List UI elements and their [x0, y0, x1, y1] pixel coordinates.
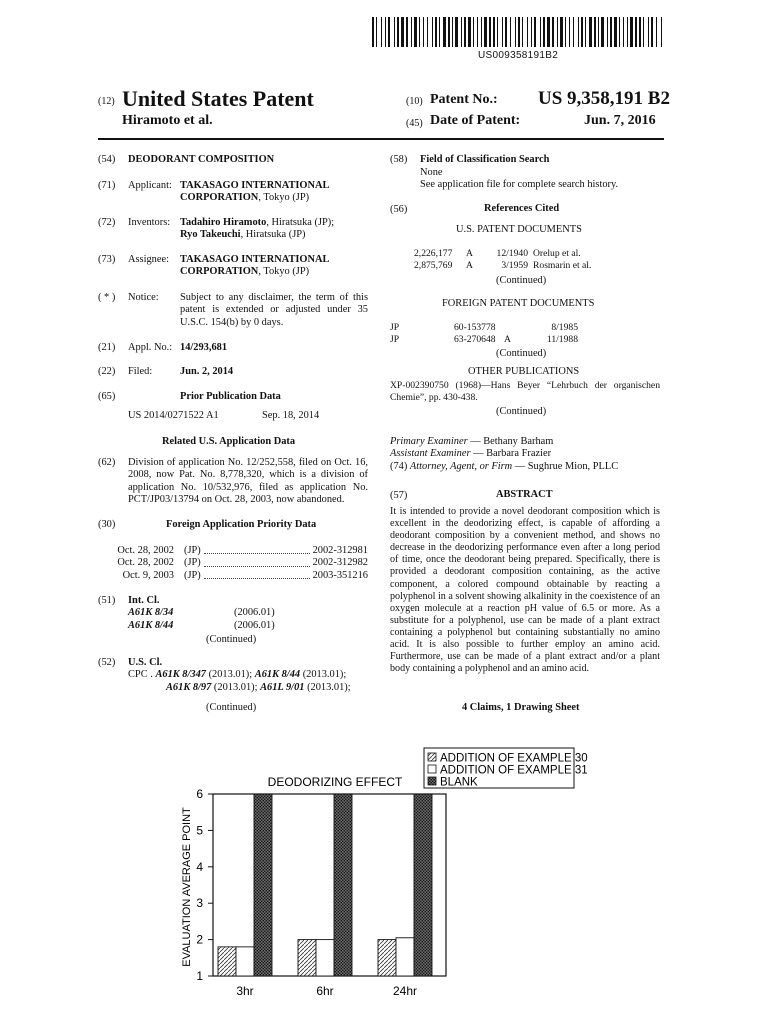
- bar: [236, 947, 254, 976]
- assistant-examiner: Barbara Frazier: [486, 448, 552, 460]
- cpc-label: CPC .: [128, 669, 153, 680]
- doc-kind: A: [504, 333, 511, 345]
- legend-label: ADDITION OF EXAMPLE 31: [440, 764, 588, 777]
- us-doc-row: [414, 260, 591, 272]
- legend-swatch: [428, 777, 436, 785]
- code-73: (73): [98, 254, 116, 265]
- legend-label: BLANK: [440, 776, 478, 789]
- inventors-block: [180, 217, 370, 242]
- foreign-doc-row: [390, 322, 578, 334]
- appl-no: 14/293,681: [180, 342, 228, 353]
- code-57: (57): [390, 490, 408, 501]
- prior-publication-number: US 2014/0271522 A1: [128, 410, 219, 421]
- chart-title: DEODORIZING EFFECT: [267, 775, 403, 789]
- cpc-version: (2013.01);: [205, 669, 255, 680]
- code-65: (65): [98, 391, 116, 402]
- x-tick-label: 6hr: [316, 984, 334, 998]
- division-text: Division of application No. 12/252,558, filed on Oct. 16, 2008, now Pat. No. 8,778,320, which is a division of application No. 10/532,976, filed as application No. PCT/JP03/13794 on Oct. 28, 2003, now abandoned.: [128, 457, 368, 506]
- assignee-block: [180, 254, 366, 279]
- bar: [218, 947, 236, 976]
- us-docs-list: [414, 248, 591, 271]
- priority-number: 2002-312982: [312, 557, 368, 569]
- priority-country: (JP): [184, 569, 201, 581]
- filed-label: Filed:: [128, 366, 153, 377]
- invention-title: DEODORANT COMPOSITION: [128, 154, 275, 165]
- cpc-class: A61K 8/44: [254, 669, 301, 680]
- doc-date: 12/1940: [496, 248, 528, 259]
- barcode-number: US009358191B2: [478, 50, 559, 61]
- priority-date: Oct. 28, 2002: [117, 545, 174, 556]
- code-54: (54): [98, 154, 116, 165]
- deodorizing-effect-chart: [0, 740, 768, 1024]
- x-tick-label: 3hr: [236, 984, 254, 998]
- patent-title: United States Patent: [122, 86, 314, 111]
- code-56: (56): [390, 204, 408, 215]
- classification-search-line-2: See application file for complete search history.: [420, 179, 619, 190]
- doc-country: JP: [390, 322, 400, 333]
- doc-date: 11/1988: [546, 333, 578, 345]
- assignee-place: , Tokyo (JP): [258, 266, 310, 278]
- cpc-version: (2013.01);: [211, 682, 261, 693]
- int-cl-class: A61K 8/34: [128, 607, 174, 618]
- code-12: (12): [98, 96, 115, 107]
- priority-row: [108, 557, 368, 569]
- priority-date: Oct. 28, 2002: [117, 557, 174, 569]
- priority-row: [108, 545, 368, 557]
- other-publications-text: XP-002390750 (1968)—Hans Beyer “Lehrbuch der organischen Chemie”, pp. 430-438.: [390, 380, 660, 403]
- int-cl-class: A61K 8/44: [128, 620, 174, 631]
- assignee-name: TAKASAGO INTERNATIONAL CORPORATION: [180, 254, 329, 278]
- int-cl-version: (2006.01): [234, 607, 275, 618]
- us-cl-continued: (Continued): [206, 702, 257, 713]
- cpc-class: A61K 8/347: [155, 669, 206, 680]
- int-cl-continued: (Continued): [206, 634, 257, 645]
- y-tick-label: 4: [196, 859, 203, 874]
- classification-search-line-1: None: [420, 167, 443, 178]
- doc-name: Orelup et al.: [533, 248, 581, 259]
- primary-examiner-label: Primary Examiner: [390, 436, 468, 447]
- barcode: [372, 17, 664, 47]
- inventor-1-name: Tadahiro Hiramoto: [180, 217, 267, 228]
- y-tick-label: 3: [196, 896, 203, 911]
- assistant-examiner-label: Assistant Examiner: [390, 448, 471, 460]
- cpc-line-1: [128, 669, 346, 681]
- legend-label: ADDITION OF EXAMPLE 30: [440, 752, 588, 765]
- doc-date: 3/1959: [501, 259, 528, 271]
- y-tick-label: 6: [196, 787, 203, 801]
- code-71: (71): [98, 180, 116, 191]
- doc-number: 2,875,769: [414, 259, 453, 271]
- y-tick-label: 2: [196, 932, 203, 947]
- notice-code: ( * ): [98, 292, 116, 303]
- applicant-label: Applicant:: [128, 180, 172, 191]
- priority-number: 2003-351216: [312, 569, 368, 581]
- code-30: (30): [98, 519, 116, 530]
- us-doc-row: [414, 248, 591, 260]
- us-docs-continued: (Continued): [496, 275, 547, 286]
- x-tick-label: 24hr: [392, 984, 418, 998]
- doc-name: Rosmarin et al.: [533, 259, 592, 271]
- inventors-short: Hiramoto et al.: [122, 113, 213, 128]
- code-58: (58): [390, 154, 408, 165]
- code-45: (45): [406, 118, 423, 129]
- notice-text: Subject to any disclaimer, the term of this patent is extended or adjusted under 35 U.S.C. 154(b) by 0 days.: [180, 292, 368, 328]
- code-52: (52): [98, 657, 116, 668]
- doc-country: JP: [390, 333, 400, 345]
- related-data-heading: Related U.S. Application Data: [162, 436, 296, 447]
- notice-label: Notice:: [128, 292, 159, 303]
- bar: [334, 794, 352, 976]
- header-rule: [98, 138, 664, 140]
- code-51: (51): [98, 595, 116, 606]
- applicant-place: , Tokyo (JP): [258, 192, 310, 204]
- doc-kind: A: [466, 259, 473, 271]
- doc-kind: [504, 322, 526, 334]
- other-publications-continued: (Continued): [496, 406, 547, 417]
- inventor-2-place: , Hiratsuka (JP): [240, 229, 306, 241]
- filed-date: Jun. 2, 2014: [180, 366, 234, 377]
- examiner-block: Primary Examiner — Bethany Barham Assistant Examiner — Barbara Frazier (74) Attorney, Agent, or Firm — Sughrue Mion, PLLC: [390, 436, 619, 472]
- patent-number: US 9,358,191 B2: [538, 88, 670, 109]
- bar: [414, 794, 432, 976]
- applicant-block: [180, 180, 366, 205]
- bar: [396, 938, 414, 976]
- inventor-1-place: , Hiratsuka (JP);: [266, 217, 335, 228]
- cpc-version: (2013.01);: [304, 682, 351, 693]
- bar: [316, 940, 334, 976]
- attorney-label: Attorney, Agent, or Firm: [409, 460, 513, 472]
- int-cl-label: Int. Cl.: [128, 595, 160, 606]
- abstract-heading: ABSTRACT: [496, 489, 553, 500]
- code-21: (21): [98, 342, 116, 353]
- foreign-doc-row: [390, 334, 578, 346]
- priority-date: Oct. 9, 2003: [122, 569, 174, 581]
- doc-number: 60-153778: [454, 322, 496, 333]
- doc-number: 63-270648: [454, 333, 496, 345]
- foreign-priority-heading: Foreign Application Priority Data: [166, 519, 317, 530]
- code-10: (10): [406, 96, 423, 107]
- prior-publication-date: Sep. 18, 2014: [262, 410, 320, 421]
- inventors-label: Inventors:: [128, 217, 171, 228]
- legend-swatch: [428, 753, 436, 761]
- priority-table: [108, 545, 368, 582]
- inventor-2-name: Ryo Takeuchi: [180, 229, 241, 241]
- legend-swatch: [428, 765, 436, 773]
- code-62: (62): [98, 457, 116, 468]
- priority-number: 2002-312981: [312, 545, 368, 556]
- bar: [378, 940, 396, 976]
- priority-country: (JP): [184, 545, 201, 556]
- y-tick-label: 1: [196, 969, 203, 983]
- cpc-class: A61K 8/97: [166, 682, 212, 693]
- applicant-name: TAKASAGO INTERNATIONAL CORPORATION: [180, 180, 329, 204]
- int-cl-version: (2006.01): [234, 620, 275, 631]
- doc-date: 8/1985: [551, 322, 578, 333]
- patent-date: Jun. 7, 2016: [584, 113, 656, 128]
- cpc-line-2: [166, 682, 351, 694]
- y-axis-label: EVALUATION AVERAGE POINT: [181, 807, 193, 967]
- us-docs-heading: U.S. PATENT DOCUMENTS: [456, 224, 582, 235]
- date-label: Date of Patent:: [430, 113, 521, 128]
- y-tick-label: 5: [196, 823, 203, 838]
- references-heading: References Cited: [484, 203, 560, 214]
- code-22: (22): [98, 366, 116, 377]
- us-cl-label: U.S. Cl.: [128, 657, 163, 668]
- doc-number: 2,226,177: [414, 248, 453, 259]
- code-74: (74): [390, 460, 408, 472]
- foreign-docs-continued: (Continued): [496, 348, 547, 359]
- classification-search-heading: Field of Classification Search: [420, 154, 550, 165]
- attorney: Sughrue Mion, PLLC: [527, 460, 619, 472]
- assignee-label: Assignee:: [128, 254, 169, 265]
- priority-country: (JP): [184, 557, 201, 569]
- code-72: (72): [98, 217, 116, 228]
- foreign-docs-list: [390, 322, 578, 345]
- appl-no-label: Appl. No.:: [128, 342, 173, 353]
- doc-kind: A: [466, 248, 473, 259]
- abstract-text: It is intended to provide a novel deodorant composition which is excellent in the deodorizing effect, is capable of affording a deodorant composition by a convenient method, and shows no decrease in the deodorizing performance even after a long period of time, once the deodorant being prepared. Specifically, there is provided a deodorant composition containing, as the active component, a colored compound obtainable by reacting a polyphenol in a solvent showing alkalinity in the coexistence of an oxygen molecule at a reaction pH value of 6.5 or more. As a substitute for a polyphenol, use can be made of a plant extract containing a polyphenol but containing substantially no amino acid. It is also possible to further employ an amino acid. Furthermore, use can be made of a plant extract and/or a plant body containing a polyphenol and an amino acid.: [390, 506, 660, 675]
- prior-publication-heading: Prior Publication Data: [180, 391, 281, 402]
- cpc-class: A61L 9/01: [260, 682, 305, 693]
- other-publications-heading: OTHER PUBLICATIONS: [468, 366, 580, 377]
- bar: [254, 794, 272, 976]
- bar: [298, 940, 316, 976]
- claims-summary: 4 Claims, 1 Drawing Sheet: [462, 702, 580, 713]
- primary-examiner: Bethany Barham: [483, 436, 554, 447]
- priority-row: [108, 570, 368, 582]
- cpc-version: (2013.01);: [300, 669, 347, 680]
- patent-no-label: Patent No.:: [430, 92, 498, 107]
- foreign-docs-heading: FOREIGN PATENT DOCUMENTS: [442, 298, 595, 309]
